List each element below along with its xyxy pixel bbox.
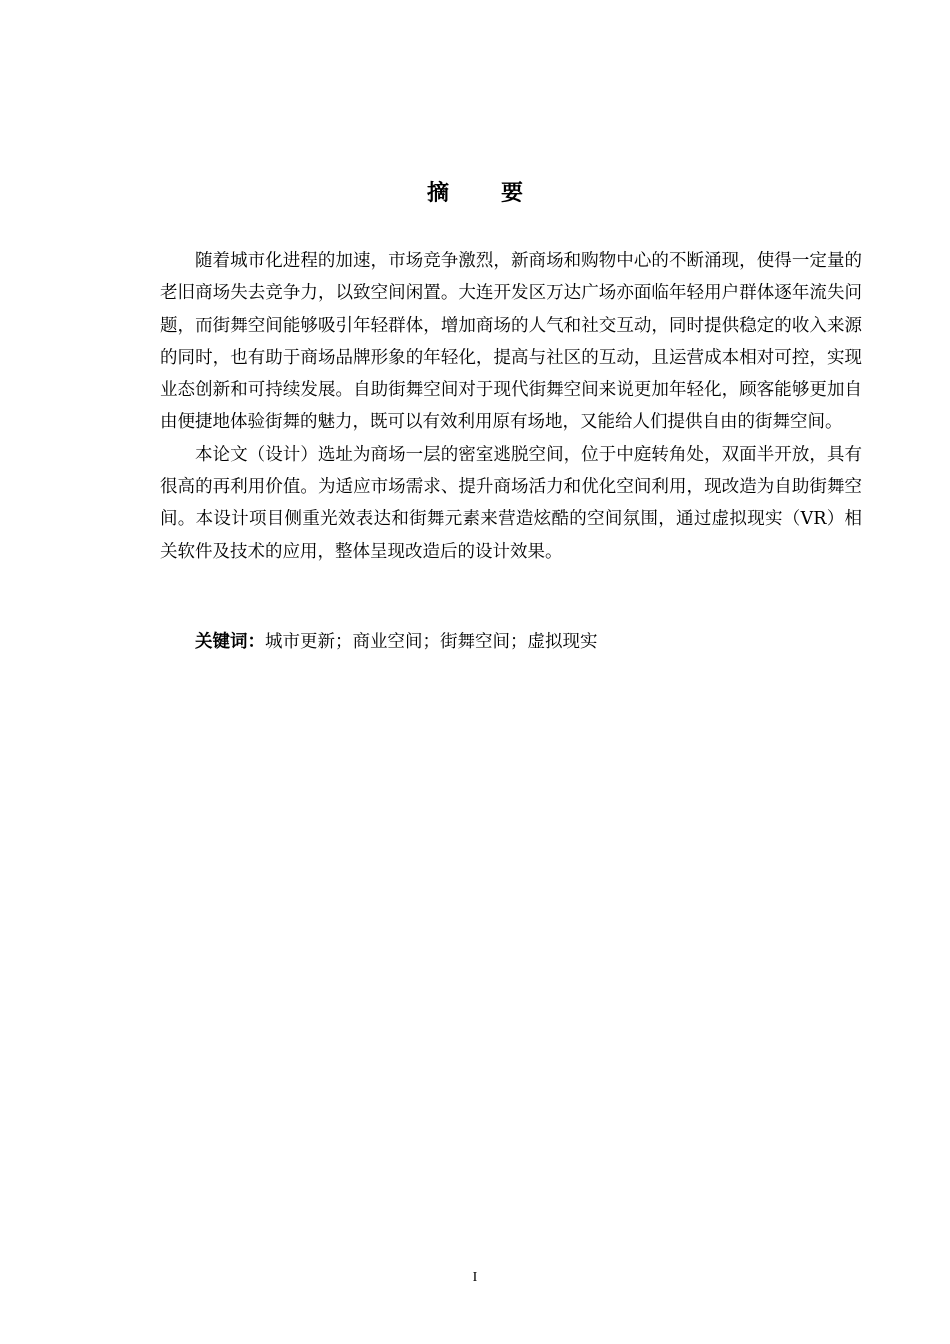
page-number: I bbox=[472, 1270, 478, 1285]
abstract-paragraph-1: 随着城市化进程的加速，市场竞争激烈，新商场和购物中心的不断涌现，使得一定量的老旧商场失去竞争力，以致空间闲置。大连开发区万达广场亦面临年轻用户群体逐年流失问题，而街舞空间能够吸引年轻群体，增加商场的人气和社交互动，同时提供稳定的收入来源的同时，也有助于商场品牌形象的年轻化，提高与社区的互动，且运营成本相对可控，实现业态创新和可持续发展。自助街舞空间对于现代街舞空间来说更加年轻化，顾客能够更加自由便捷地体验街舞的魅力，既可以有效利用原有场地，又能给人们提供自由的街舞空间。 bbox=[160, 251, 862, 433]
keywords-text: 城市更新；商业空间；街舞空间；虚拟现实 bbox=[265, 632, 598, 652]
title-char-1: 摘 bbox=[426, 181, 449, 206]
abstract-body bbox=[160, 245, 862, 568]
title-char-2: 要 bbox=[501, 181, 524, 206]
keywords-line bbox=[195, 627, 855, 657]
keywords-label: 关键词： bbox=[195, 632, 265, 652]
abstract-paragraph-2: 本论文（设计）选址为商场一层的密室逃脱空间，位于中庭转角处，双面半开放，具有很高的再利用价值。为适应市场需求、提升商场活力和优化空间利用，现改造为自助街舞空间。本设计项目侧重光效表达和街舞元素来营造炫酷的空间氛围，通过虚拟现实（VR）相关软件及技术的应用，整体呈现改造后的设计效果。 bbox=[160, 444, 862, 562]
abstract-title bbox=[0, 178, 950, 210]
